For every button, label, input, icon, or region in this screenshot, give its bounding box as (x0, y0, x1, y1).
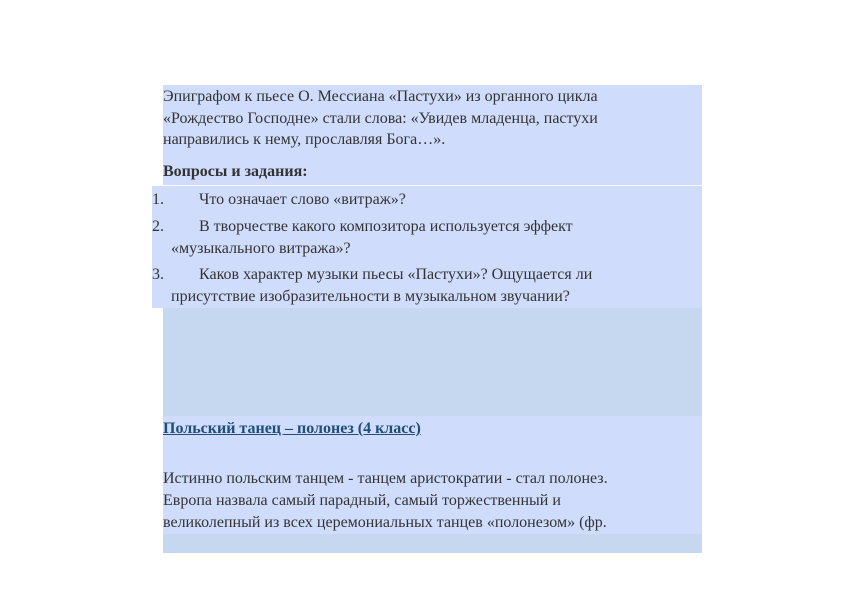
epigraph-line: «Рождество Господне» стали слова: «Увидев младенца, пастухи (163, 109, 598, 127)
list-item-text: В творчестве какого композитора используется эффект (199, 218, 573, 235)
list-item-number: 2. (152, 218, 164, 235)
bottom-highlight-strip (163, 534, 702, 553)
questions-heading: Вопросы и задания: (163, 163, 308, 180)
list-item-number: 1. (152, 191, 164, 208)
section-line: Истинно польским танцем - танцем аристократии - стал полонез. (163, 470, 608, 487)
list-item-number: 3. (152, 266, 164, 283)
epigraph-block (163, 85, 702, 185)
empty-highlight-block (163, 308, 702, 416)
section-line: Европа назвала самый парадный, самый торжественный и (163, 492, 561, 509)
section-text (163, 468, 693, 534)
list-item-text-continued: «музыкального витража»? (171, 240, 351, 257)
epigraph-line: Эпиграфом к пьесе О. Мессиана «Пастухи» из органного цикла (163, 88, 598, 105)
list-item-text: Что означает слово «витраж»? (199, 191, 406, 208)
list-item-text-continued: присутствие изобразительности в музыкальном звучании? (171, 288, 570, 305)
section-title-link[interactable]: Польский танец – полонез (4 класс) (163, 420, 421, 437)
questions-list (152, 186, 702, 308)
epigraph-line: направились к нему, прославляя Бога…». (163, 131, 446, 148)
section-line: великолепный из всех церемониальных танцев «полонезом» (фр. (163, 514, 607, 531)
epigraph-text (163, 86, 683, 151)
list-item-text: Каков характер музыки пьесы «Пастухи»? Ощущается ли (199, 266, 593, 283)
section-block (163, 416, 702, 534)
